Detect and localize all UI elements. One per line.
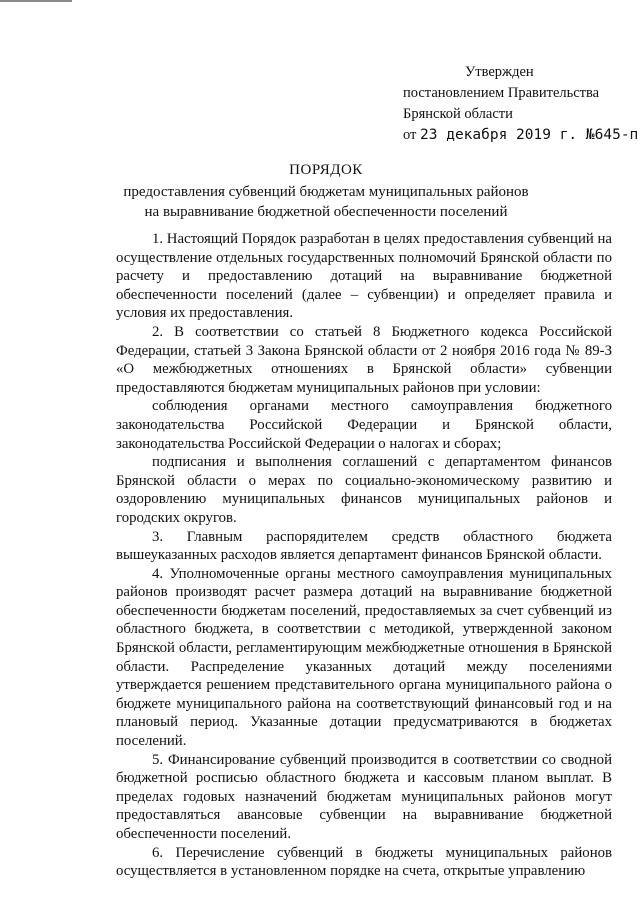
approval-line-resolution: постановлением Правительства — [403, 85, 600, 101]
approval-line-region: Брянской области — [403, 106, 513, 122]
document-title-block — [40, 160, 612, 222]
paragraph-5: 5. Финансирование субвенций производится в соответствии со сводной бюджетной росписью областного бюджета и кассовым планом выплат. В пределах годовых назначений бюджетам муниципальных районов могут предоставляться авансовые субвенции на выравнивание бюджетной обеспеченности поселений. — [116, 751, 612, 842]
top-edge-mark — [0, 0, 72, 2]
paragraph-1: 1. Настоящий Порядок разработан в целях предоставления субвенций на осуществление отдельных государственных полномочий Брянской области по расчету и предоставлению дотаций на выравнивание бюджетной обеспеченности поселений (далее – субвенции) и определяет правила и условия их предоставления. — [116, 231, 612, 322]
paragraph-4: 4. Уполномоченные органы местного самоуправления муниципальных районов производят расчет размера дотаций на выравнивание бюджетной обеспеченности бюджетам поселений, предоставляемых за счет субвенций из областного бюджета, в соответствии с методикой, утвержденной законом Брянской области, регламентирующим межбюджетные отношения в Брянской области. Распределение указанных дотаций между поселениями утверждается решением представительного органа муниципального района о бюджете муниципального района на соответствующий финансовый год и на плановый период. Указанные дотации предусматриваются в бюджетах поселений. — [116, 565, 612, 750]
paragraph-6: 6. Перечисление субвенций в бюджеты муниципальных районов осуществляется в установленном порядке на счета, открытые управлению — [116, 844, 612, 880]
document-subtitle-line2: на выравнивание бюджетной обеспеченности поселений — [144, 204, 508, 220]
approval-date-prefix: от — [403, 127, 421, 143]
paragraph-2-condition-1: соблюдения органами местного самоуправления бюджетного законодательства Российской Федерации и Брянской области, законодательства Российской Федерации о налогах и сборах; — [116, 398, 612, 452]
approval-stamp — [403, 62, 639, 146]
document-subtitle-line1: предоставления субвенций бюджетам муниципальных районов — [123, 184, 529, 200]
paragraph-3: 3. Главным распорядителем средств областного бюджета вышеуказанных расходов является департамент финансов Брянской области. — [116, 528, 612, 564]
approval-date-number: 23 декабря 2019 г. №645-п — [420, 127, 639, 143]
document-title: ПОРЯДОК — [289, 162, 363, 178]
paragraph-2-condition-2: подписания и выполнения соглашений с департаментом финансов Брянской области о мерах по социально-экономическому развитию и оздоровлению муниципальных финансов муниципальных районов и городских округов. — [116, 454, 612, 526]
paragraph-2: 2. В соответствии со статьей 8 Бюджетного кодекса Российской Федерации, статьей 3 Закона Брянской области от 2 ноября 2016 года № 89-З «О межбюджетных отношениях в Брянской области» субвенции предоставляются бюджетам муниципальных районов при условии: — [116, 323, 612, 396]
document-body — [116, 230, 612, 881]
approval-title: Утвержден — [465, 64, 534, 80]
approval-line-date — [403, 125, 639, 146]
